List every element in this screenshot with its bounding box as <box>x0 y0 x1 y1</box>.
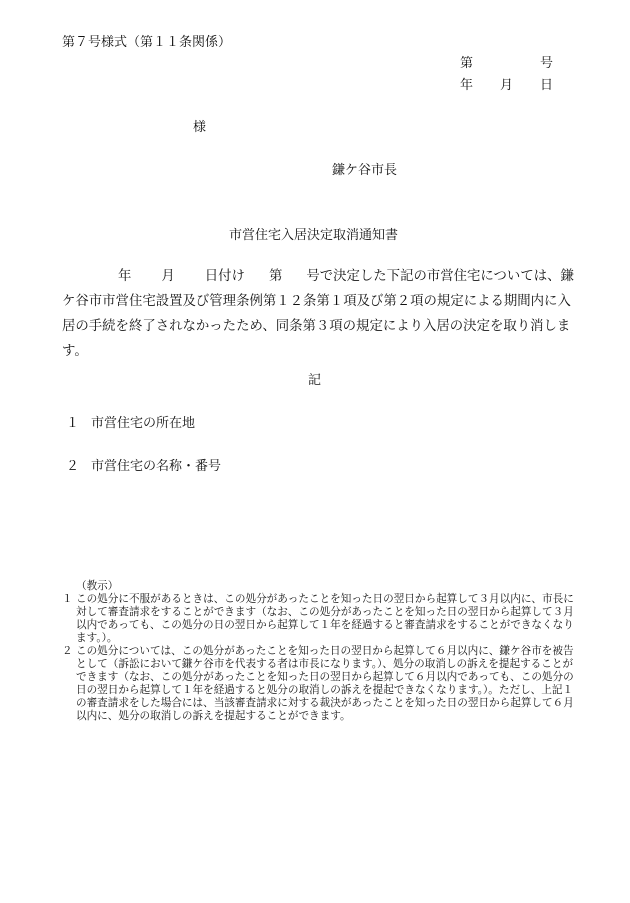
note-item <box>62 593 582 645</box>
body-number-dai: 第 <box>268 269 283 284</box>
note-number: ２ <box>62 645 73 657</box>
note-text: この処分については、この処分があったことを知った日の翌日から起算して６月以内に、鎌ケ谷市を被告として（訴訟において鎌ケ谷市を代表する者は市長になります。）、処分の取消しの訴えを提起することができます（なお、この処分があったことを知った日の翌日から起算して６月以内であっても、この処分の日の翌日から起算して１年を経過すると処分の取消しの訴えを提起できなくなります。）。ただし、上記１の審査請求をした場合には、当該審査請求に対する裁決があったことを知った日の翌日から起算して６月以内に、処分の取消しの訴えを提起することができます。 <box>76 645 574 722</box>
form-label: 第７号様式（第１１条関係） <box>62 35 232 50</box>
item-number: １ <box>66 416 80 431</box>
appeal-notice <box>62 580 582 723</box>
note-text: この処分に不服があるときは、この処分があったことを知った日の翌日から起算して３月以内に、市長に対して審査請求をすることができます（なお、この処分があったことを知った日の翌日から起算して３月以内であっても、この処分の日の翌日から起算して１年を経過すると審査請求をすることができなくなります。）。 <box>76 593 574 644</box>
note-item <box>62 645 582 723</box>
item-location <box>66 416 195 432</box>
sender-name: 鎌ケ谷市長 <box>332 163 398 178</box>
ki-marker: 記 <box>308 373 322 388</box>
body-main-text: 号で決定した下記の市営住宅については、鎌ケ谷市市営住宅設置及び管理条例第１２条第１項及び第２項の規定による期間内に入居の手続を終了されなかったため、同条第３項の規定により入居の決定を取り消します。 <box>62 269 574 359</box>
item-label: 市営住宅の名称・番号 <box>91 459 222 474</box>
date-month: 月 <box>500 78 514 93</box>
item-label: 市営住宅の所在地 <box>91 416 196 431</box>
addressee-honorific: 様 <box>193 120 207 135</box>
date-year: 年 <box>460 78 474 93</box>
body-date-year: 年 <box>118 269 132 284</box>
document-title: 市営住宅入居決定取消通知書 <box>229 228 399 243</box>
body-date-day: 日付け <box>204 269 245 284</box>
notes-heading: （教示） <box>76 580 119 592</box>
date-day: 日 <box>540 78 554 93</box>
note-number: １ <box>62 593 73 605</box>
number-label-dai: 第 <box>460 56 474 71</box>
number-label-go: 号 <box>540 56 554 71</box>
item-number: ２ <box>66 459 80 474</box>
body-paragraph <box>62 264 582 364</box>
item-name-number <box>66 459 221 475</box>
body-date-month: 月 <box>161 269 175 284</box>
